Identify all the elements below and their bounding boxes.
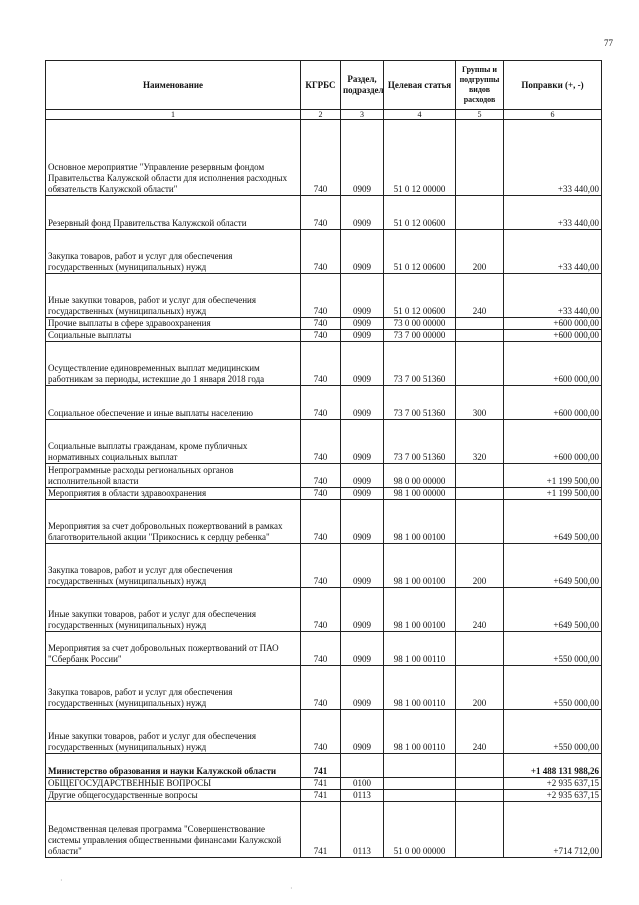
table-row — [46, 790, 602, 802]
cell-razdel: 0909 — [341, 196, 384, 230]
cell-razdel: 0909 — [341, 464, 384, 488]
table-row — [46, 802, 602, 858]
cell-group — [456, 464, 504, 488]
cell-target: 73 7 00 51360 — [384, 386, 456, 420]
table-row — [46, 500, 602, 544]
table-row — [46, 420, 602, 464]
cell-amount: +33 440,00 — [504, 196, 602, 230]
cell-group — [456, 330, 504, 342]
cell-name: Иные закупки товаров, работ и услуг для обеспечения государственных (муниципальных) нужд — [46, 588, 301, 632]
cell-kgrbs: 740 — [301, 196, 341, 230]
col-number: 5 — [456, 110, 504, 120]
cell-razdel: 0909 — [341, 342, 384, 386]
cell-razdel: 0909 — [341, 274, 384, 318]
cell-name: Социальные выплаты гражданам, кроме публичных нормативных социальных выплат — [46, 420, 301, 464]
cell-razdel — [341, 754, 384, 778]
cell-target: 98 1 00 00100 — [384, 544, 456, 588]
cell-amount: +600 000,00 — [504, 330, 602, 342]
cell-group — [456, 488, 504, 500]
cell-name: Другие общегосударственные вопросы — [46, 790, 301, 802]
cell-amount: +550 000,00 — [504, 666, 602, 710]
cell-name: Иные закупки товаров, работ и услуг для обеспечения государственных (муниципальных) нужд — [46, 274, 301, 318]
header-razdel: Раздел, подраздел — [341, 61, 384, 110]
cell-kgrbs: 741 — [301, 754, 341, 778]
cell-name: Закупка товаров, работ и услуг для обеспечения государственных (муниципальных) нужд — [46, 544, 301, 588]
cell-name: Осуществление единовременных выплат медицинским работникам за периоды, истекшие до 1 января 2018 года — [46, 342, 301, 386]
cell-amount: +649 500,00 — [504, 544, 602, 588]
cell-kgrbs: 740 — [301, 632, 341, 666]
table-row — [46, 544, 602, 588]
cell-target: 73 7 00 00000 — [384, 330, 456, 342]
cell-target — [384, 754, 456, 778]
cell-kgrbs: 741 — [301, 802, 341, 858]
table-row — [46, 588, 602, 632]
header-target: Целевая статья — [384, 61, 456, 110]
table-row — [46, 318, 602, 330]
cell-kgrbs: 740 — [301, 666, 341, 710]
table-row — [46, 330, 602, 342]
cell-kgrbs: 740 — [301, 488, 341, 500]
cell-razdel: 0909 — [341, 488, 384, 500]
cell-amount: +2 935 637,15 — [504, 778, 602, 790]
cell-amount: +2 935 637,15 — [504, 790, 602, 802]
cell-name: Мероприятия за счет добровольных пожертвований в рамках благотворительной акции "Прикоснись к сердцу ребенка" — [46, 500, 301, 544]
cell-target: 51 0 12 00600 — [384, 196, 456, 230]
cell-amount: +649 500,00 — [504, 588, 602, 632]
table-row — [46, 342, 602, 386]
cell-target: 98 1 00 00110 — [384, 710, 456, 754]
col-number: 6 — [504, 110, 602, 120]
cell-name: Социальное обеспечение и иные выплаты населению — [46, 386, 301, 420]
cell-razdel: 0909 — [341, 230, 384, 274]
cell-razdel: 0909 — [341, 318, 384, 330]
cell-group: 240 — [456, 710, 504, 754]
cell-razdel: 0909 — [341, 330, 384, 342]
cell-amount: +33 440,00 — [504, 120, 602, 196]
cell-group — [456, 120, 504, 196]
cell-name: Непрограммные расходы региональных органов исполнительной власти — [46, 464, 301, 488]
cell-target: 73 7 00 51360 — [384, 342, 456, 386]
cell-target: 98 1 00 00100 — [384, 588, 456, 632]
cell-kgrbs: 740 — [301, 710, 341, 754]
cell-amount: +600 000,00 — [504, 318, 602, 330]
table-header-row — [46, 61, 602, 110]
page-number: 77 — [604, 38, 613, 48]
cell-name: Резервный фонд Правительства Калужской области — [46, 196, 301, 230]
cell-name: Министерство образования и науки Калужской области — [46, 754, 301, 778]
cell-razdel: 0909 — [341, 500, 384, 544]
cell-razdel: 0113 — [341, 802, 384, 858]
col-number: 3 — [341, 110, 384, 120]
cell-kgrbs: 740 — [301, 120, 341, 196]
cell-amount: +33 440,00 — [504, 274, 602, 318]
cell-kgrbs: 740 — [301, 342, 341, 386]
cell-group — [456, 500, 504, 544]
col-number: 4 — [384, 110, 456, 120]
cell-target: 51 0 12 00600 — [384, 274, 456, 318]
cell-amount: +1 199 500,00 — [504, 464, 602, 488]
cell-kgrbs: 740 — [301, 230, 341, 274]
header-name: Наименование — [46, 61, 301, 110]
cell-kgrbs: 740 — [301, 588, 341, 632]
table-row — [46, 778, 602, 790]
cell-razdel: 0100 — [341, 778, 384, 790]
table-body — [46, 120, 602, 858]
cell-group: 200 — [456, 544, 504, 588]
cell-kgrbs: 740 — [301, 318, 341, 330]
cell-group: 320 — [456, 420, 504, 464]
cell-razdel: 0909 — [341, 386, 384, 420]
cell-kgrbs: 740 — [301, 274, 341, 318]
col-number: 1 — [46, 110, 301, 120]
cell-amount: +649 500,00 — [504, 500, 602, 544]
cell-amount: +1 488 131 988,26 — [504, 754, 602, 778]
cell-amount: +550 000,00 — [504, 632, 602, 666]
cell-razdel: 0909 — [341, 120, 384, 196]
cell-group — [456, 790, 504, 802]
table-row — [46, 120, 602, 196]
table-row — [46, 274, 602, 318]
table-row — [46, 488, 602, 500]
cell-kgrbs: 740 — [301, 544, 341, 588]
cell-group — [456, 802, 504, 858]
cell-amount: +33 440,00 — [504, 230, 602, 274]
cell-group: 240 — [456, 274, 504, 318]
cell-group — [456, 754, 504, 778]
cell-name: Ведомственная целевая программа "Совершенствование системы управления общественными финансами Калужской области" — [46, 802, 301, 858]
cell-target: 98 1 00 00000 — [384, 488, 456, 500]
cell-target: 98 1 00 00110 — [384, 666, 456, 710]
cell-kgrbs: 740 — [301, 500, 341, 544]
table-row — [46, 196, 602, 230]
cell-razdel: 0909 — [341, 420, 384, 464]
cell-group: 200 — [456, 230, 504, 274]
cell-razdel: 0909 — [341, 544, 384, 588]
cell-amount: +550 000,00 — [504, 710, 602, 754]
header-groups: Группы и подгруппы видов расходов — [456, 61, 504, 110]
cell-group: 240 — [456, 588, 504, 632]
cell-razdel: 0113 — [341, 790, 384, 802]
table-row — [46, 464, 602, 488]
cell-razdel: 0909 — [341, 588, 384, 632]
column-number-row — [46, 110, 602, 120]
cell-target — [384, 790, 456, 802]
cell-kgrbs: 740 — [301, 386, 341, 420]
col-number: 2 — [301, 110, 341, 120]
cell-target: 98 0 00 00000 — [384, 464, 456, 488]
cell-amount: +600 000,00 — [504, 386, 602, 420]
cell-target: 51 0 00 00000 — [384, 802, 456, 858]
cell-target: 51 0 12 00000 — [384, 120, 456, 196]
cell-name: Закупка товаров, работ и услуг для обеспечения государственных (муниципальных) нужд — [46, 230, 301, 274]
cell-name: Основное мероприятие "Управление резервным фондом Правительства Калужской области для исполнения расходных обязательств Калужской области" — [46, 120, 301, 196]
cell-target: 51 0 12 00600 — [384, 230, 456, 274]
header-kgrbs: КГРБС — [301, 61, 341, 110]
cell-kgrbs: 741 — [301, 790, 341, 802]
table-row — [46, 666, 602, 710]
cell-group — [456, 342, 504, 386]
cell-target: 98 1 00 00100 — [384, 500, 456, 544]
table-row — [46, 386, 602, 420]
cell-name: Иные закупки товаров, работ и услуг для обеспечения государственных (муниципальных) нужд — [46, 710, 301, 754]
scan-mark: · — [60, 876, 63, 885]
table-row — [46, 632, 602, 666]
cell-amount: +600 000,00 — [504, 342, 602, 386]
cell-group — [456, 778, 504, 790]
cell-target: 73 0 00 00000 — [384, 318, 456, 330]
cell-group: 200 — [456, 666, 504, 710]
cell-name: Прочие выплаты в сфере здравоохранения — [46, 318, 301, 330]
cell-group — [456, 196, 504, 230]
header-amend: Поправки (+, -) — [504, 61, 602, 110]
cell-amount: +600 000,00 — [504, 420, 602, 464]
cell-group — [456, 318, 504, 330]
cell-amount: +714 712,00 — [504, 802, 602, 858]
cell-kgrbs: 741 — [301, 778, 341, 790]
cell-name: Мероприятия за счет добровольных пожертвований от ПАО "Сбербанк России" — [46, 632, 301, 666]
table-row — [46, 710, 602, 754]
cell-amount: +1 199 500,00 — [504, 488, 602, 500]
cell-razdel: 0909 — [341, 666, 384, 710]
cell-kgrbs: 740 — [301, 420, 341, 464]
cell-name: Социальные выплаты — [46, 330, 301, 342]
cell-target: 98 1 00 00110 — [384, 632, 456, 666]
cell-target: 73 7 00 51360 — [384, 420, 456, 464]
cell-target — [384, 778, 456, 790]
cell-razdel: 0909 — [341, 710, 384, 754]
cell-name: Мероприятия в области здравоохранения — [46, 488, 301, 500]
budget-amendments-table — [45, 60, 602, 858]
cell-name: Закупка товаров, работ и услуг для обеспечения государственных (муниципальных) нужд — [46, 666, 301, 710]
scan-mark: · — [290, 884, 293, 893]
cell-group: 300 — [456, 386, 504, 420]
table-row — [46, 754, 602, 778]
cell-group — [456, 632, 504, 666]
cell-kgrbs: 740 — [301, 330, 341, 342]
cell-kgrbs: 740 — [301, 464, 341, 488]
cell-name: ОБЩЕГОСУДАРСТВЕННЫЕ ВОПРОСЫ — [46, 778, 301, 790]
table-row — [46, 230, 602, 274]
cell-razdel: 0909 — [341, 632, 384, 666]
